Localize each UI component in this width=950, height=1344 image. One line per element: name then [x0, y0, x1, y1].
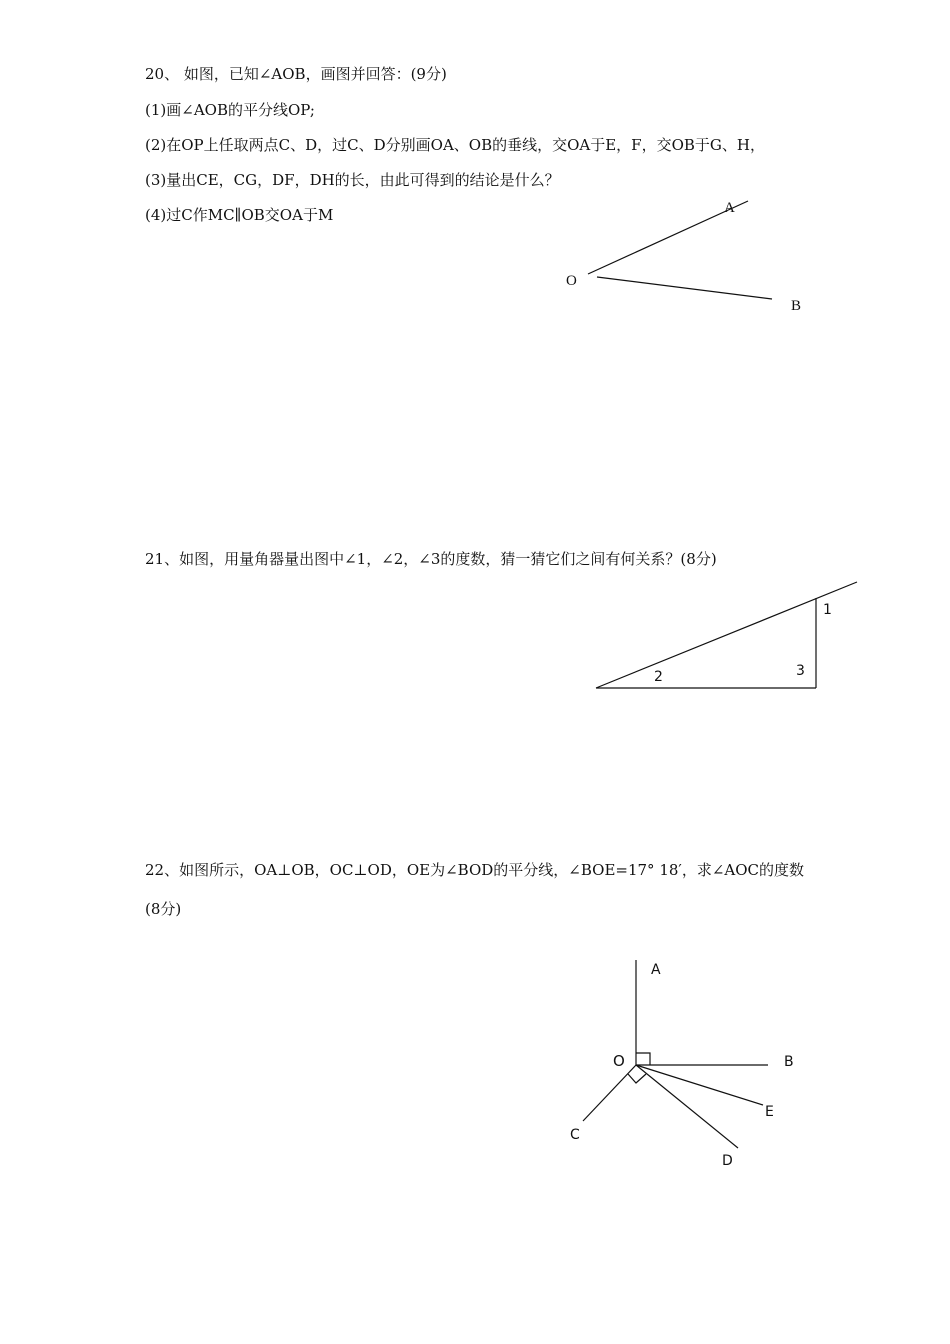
label-c: C — [570, 1127, 580, 1143]
q20-item-2: (2)在OP上任取两点C、D，过C、D分别画OA、OB的垂线，交OA于E，F，交OB于G、H， — [145, 136, 765, 154]
right-angle-mark-cod — [628, 1074, 646, 1083]
angle-label-2: 2 — [654, 669, 663, 685]
q20-figure-angle-aob — [550, 190, 820, 320]
ray-oe — [636, 1065, 763, 1105]
q20-title: 20、 如图，已知∠AOB，画图并回答：(9分) — [145, 65, 447, 83]
label-b: B — [791, 298, 802, 314]
label-a: A — [651, 962, 661, 978]
q21-title: 21、如图，用量角器量出图中∠1，∠2，∠3的度数，猜一猜它们之间有何关系？(8分) — [145, 550, 717, 568]
label-b: B — [784, 1054, 794, 1070]
angle-label-1: 1 — [823, 602, 832, 618]
label-a: A — [724, 200, 735, 216]
ray-ob — [597, 277, 772, 299]
right-angle-mark-aob — [636, 1053, 650, 1065]
ray-oc — [583, 1065, 636, 1121]
q20-item-1: (1)画∠AOB的平分线OP; — [145, 101, 315, 119]
q22-title: 22、如图所示，OA⊥OB，OC⊥OD，OE为∠BOD的平分线，∠BOE=17° 18′，求∠AOC的度数 — [145, 861, 804, 879]
q21-figure-triangle — [580, 570, 870, 700]
ray-od — [636, 1065, 738, 1148]
q20-item-4: (4)过C作MC∥OB交OA于M — [145, 206, 334, 224]
label-e: E — [765, 1104, 774, 1120]
angle-label-3: 3 — [796, 663, 805, 679]
q22-figure-angles — [560, 950, 820, 1180]
label-o: O — [613, 1052, 625, 1070]
q20-item-3: (3)量出CE，CG，DF，DH的长，由此可得到的结论是什么？ — [145, 171, 560, 189]
hypotenuse-extended — [596, 582, 857, 688]
q22-score: (8分) — [145, 900, 182, 918]
label-d: D — [722, 1153, 733, 1169]
label-o: O — [566, 273, 577, 289]
